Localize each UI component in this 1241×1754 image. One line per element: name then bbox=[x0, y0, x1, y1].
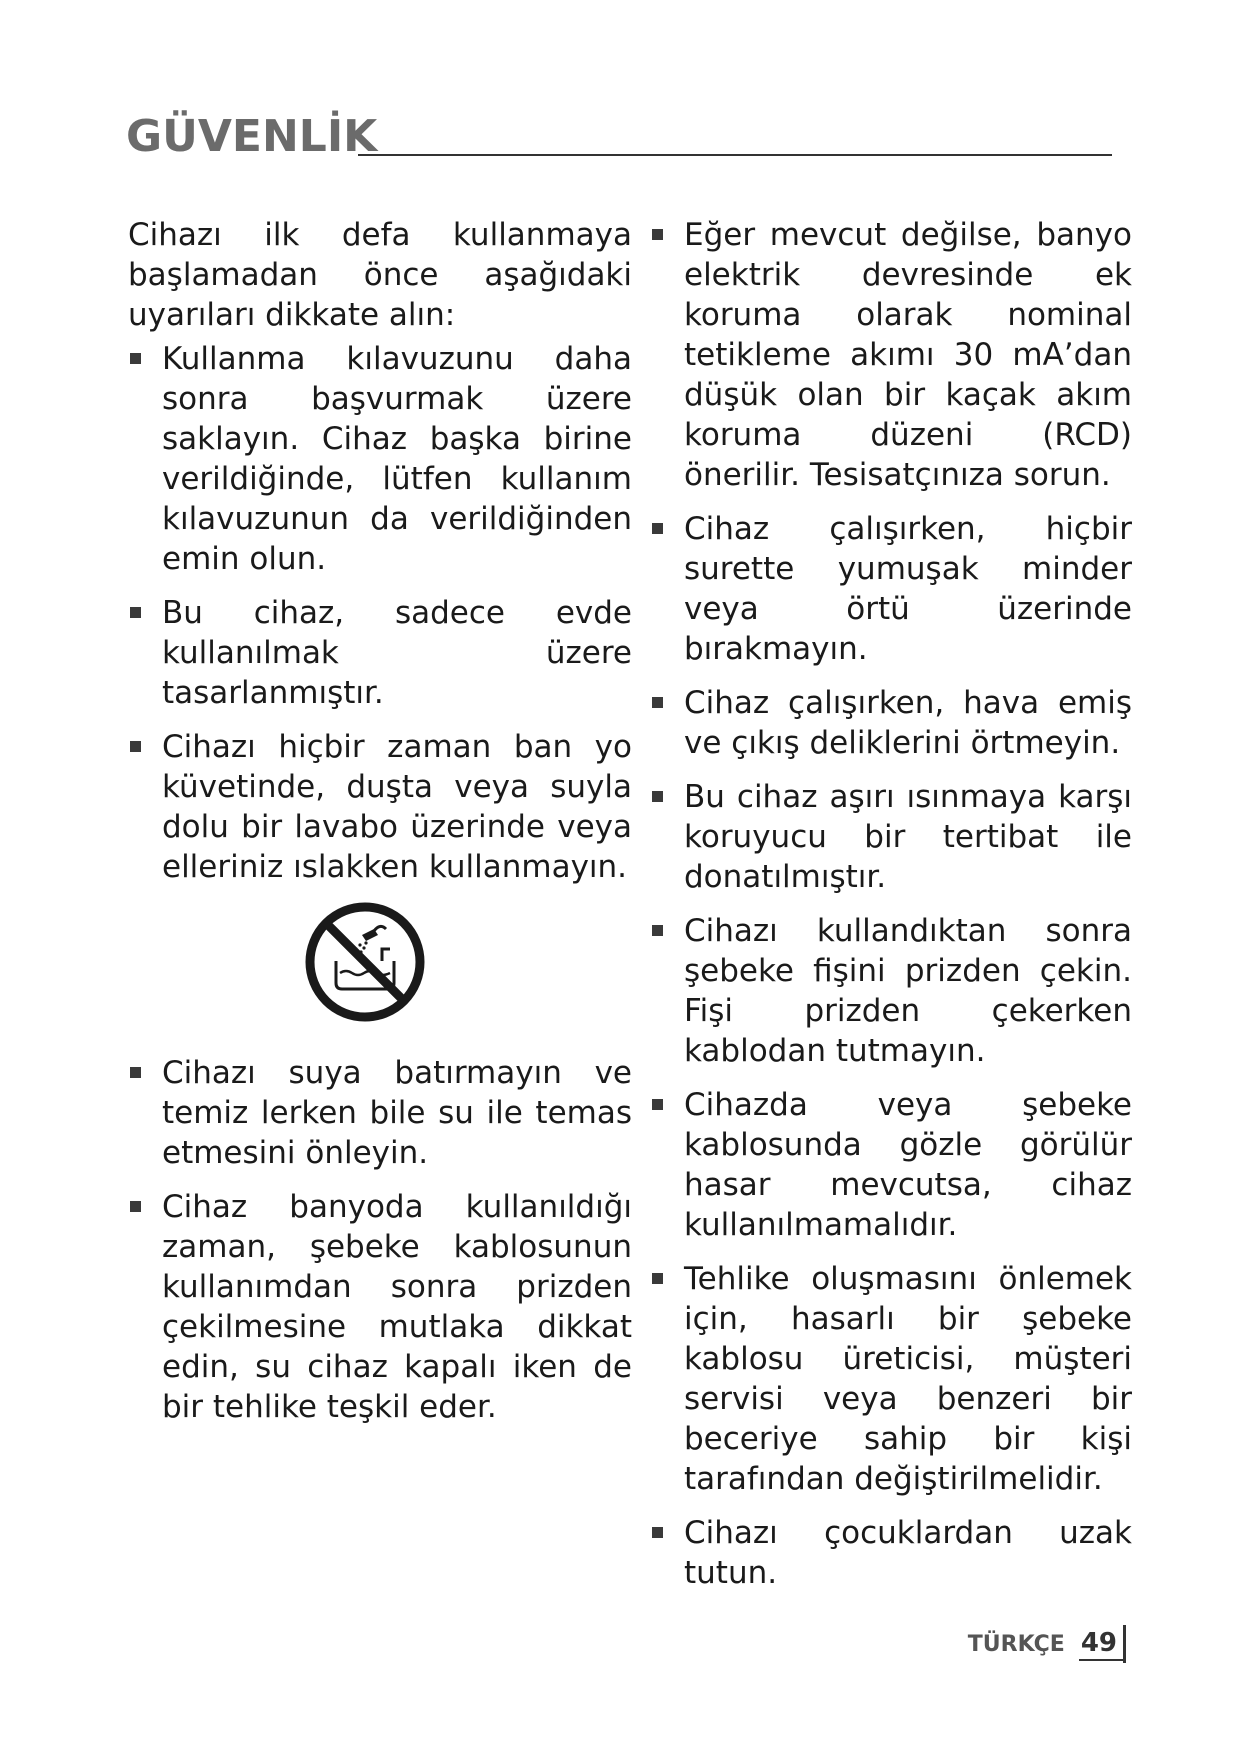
list-item bbox=[128, 1187, 632, 1427]
list-item-text: Cihazı çocuklardan uzak tutun. bbox=[684, 1515, 1132, 1591]
list-item bbox=[650, 215, 1132, 495]
square-bullet-icon bbox=[652, 791, 663, 802]
left-column bbox=[128, 215, 632, 1441]
square-bullet-icon bbox=[130, 741, 141, 752]
page-header bbox=[126, 112, 1112, 162]
list-item-text: Cihazı suya batırmayın ve temiz lerken bile su ile temas etmesini önleyin. bbox=[162, 1055, 632, 1171]
list-item bbox=[650, 1085, 1132, 1245]
square-bullet-icon bbox=[652, 697, 663, 708]
list-item bbox=[650, 1259, 1132, 1499]
square-bullet-icon bbox=[130, 607, 141, 618]
list-item-text: Bu cihaz aşırı ısınmaya karşı koruyucu bir tertibat ile donatılmıştır. bbox=[684, 779, 1132, 895]
list-item-text: Kullanma kılavuzunu daha sonra başvurmak üzere saklayın. Cihaz başka birine verildiğinde, lütfen kullanım kılavuzunun da verildiğinden emin olun. bbox=[162, 341, 632, 577]
square-bullet-icon bbox=[652, 1273, 663, 1284]
list-item bbox=[128, 593, 632, 713]
list-item bbox=[128, 727, 632, 887]
list-item bbox=[650, 911, 1132, 1071]
square-bullet-icon bbox=[652, 523, 663, 534]
list-item bbox=[650, 683, 1132, 763]
square-bullet-icon bbox=[652, 229, 663, 240]
page-footer bbox=[968, 1624, 1126, 1664]
list-item-text: Cihaz çalışırken, hiçbir surette yumuşak minder veya örtü üzerinde bırakmayın. bbox=[684, 511, 1132, 667]
list-item-text: Bu cihaz, sadece evde kullanılmak üzere tasarlanmıştır. bbox=[162, 595, 632, 711]
square-bullet-icon bbox=[130, 1201, 141, 1212]
square-bullet-icon bbox=[652, 1527, 663, 1538]
section-title: GÜVENLİK bbox=[126, 111, 378, 162]
list-item bbox=[128, 1053, 632, 1173]
page-number: 49 bbox=[1079, 1627, 1123, 1661]
no-bath-shower-prohibition-icon bbox=[304, 901, 426, 1023]
right-column bbox=[650, 215, 1132, 1607]
list-item-text: Tehlike oluşmasını önlemek için, hasarlı bir şebeke kablosu üreticisi, müşteri servisi veya benzeri bir beceriye sahip bir kişi tarafından değiştirilmelidir. bbox=[684, 1261, 1132, 1497]
list-item bbox=[650, 1513, 1132, 1593]
footer-divider bbox=[1123, 1625, 1126, 1663]
square-bullet-icon bbox=[130, 1067, 141, 1078]
list-item bbox=[128, 339, 632, 579]
list-item-text: Cihaz banyoda kullanıldığı zaman, şebeke kablosunun kullanımdan sonra prizden çekilmesine mutlaka dikkat edin, su cihaz kapalı iken de bir tehlike teşkil eder. bbox=[162, 1189, 632, 1425]
header-rule bbox=[358, 154, 1112, 156]
list-item-text: Eğer mevcut değilse, banyo elektrik devresinde ek koruma olarak nominal tetikleme akımı 30 mA’dan düşük olan bir kaçak akım koruma düzeni (RCD) önerilir. Tesisatçınıza sorun. bbox=[684, 217, 1132, 493]
intro-paragraph: Cihazı ilk defa kullanmaya başlamadan önce aşağıdaki uyarıları dikkate alın: bbox=[128, 217, 632, 333]
square-bullet-icon bbox=[130, 353, 141, 364]
list-item-text: Cihazı hiçbir zaman ban yo küvetinde, duşta veya suyla dolu bir lavabo üzerinde veya elleriniz ıslakken kullanmayın. bbox=[162, 729, 632, 885]
list-item-text: Cihazı kullandıktan sonra şebeke fişini prizden çekin. Fişi prizden çekerken kablodan tutmayın. bbox=[684, 913, 1132, 1069]
list-item-text: Cihazda veya şebeke kablosunda gözle görülür hasar mevcutsa, cihaz kullanılmamalıdır. bbox=[684, 1087, 1132, 1243]
list-item bbox=[650, 509, 1132, 669]
list-item bbox=[650, 777, 1132, 897]
footer-language: TÜRKÇE bbox=[967, 1631, 1065, 1657]
square-bullet-icon bbox=[652, 1099, 663, 1110]
list-item-text: Cihaz çalışırken, hava emiş ve çıkış deliklerini örtmeyin. bbox=[684, 685, 1132, 761]
square-bullet-icon bbox=[652, 925, 663, 936]
